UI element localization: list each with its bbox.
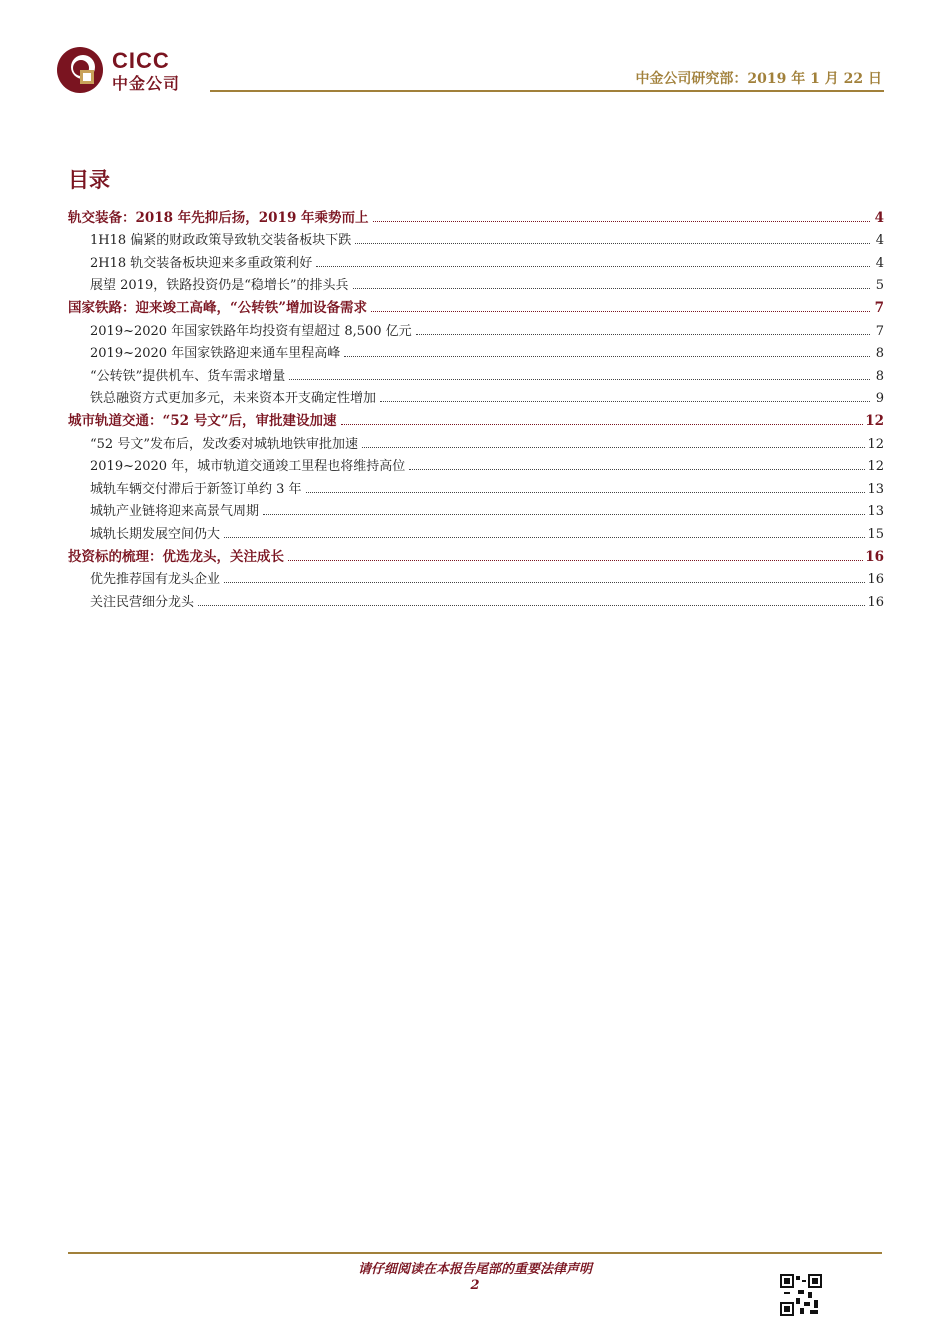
toc-entry[interactable] [68, 248, 884, 271]
toc-entry-page: 13 [867, 504, 884, 520]
toc-entry[interactable] [68, 361, 884, 384]
toc-entry[interactable] [68, 565, 884, 588]
toc-leader [224, 581, 865, 583]
toc-entry-page: 8 [875, 346, 884, 362]
page-number: 2 [470, 1278, 480, 1293]
toc-entry-page: 16 [865, 548, 884, 565]
report-header-date: 中金公司研究部：2019 年 1 月 22 日 [635, 71, 882, 87]
toc-entry[interactable] [68, 406, 884, 429]
logo-text-cn: 中金公司 [112, 74, 181, 93]
toc-entry-text: 2019~2020 年国家铁路迎来通车里程高峰 [90, 346, 341, 362]
footer-divider [68, 1252, 882, 1254]
toc-leader [289, 378, 870, 380]
toc-entry-page: 7 [875, 323, 884, 339]
toc-entry[interactable] [68, 271, 884, 294]
toc-leader [316, 265, 870, 267]
toc-entry-text: 城市轨道交通：“52 号文”后，审批建设加速 [68, 412, 337, 429]
toc-entry-page: 12 [865, 412, 884, 429]
legal-notice: 请仔细阅读在本报告尾部的重要法律声明 [357, 1262, 592, 1277]
toc-entry[interactable] [68, 474, 884, 497]
toc-entry[interactable] [68, 587, 884, 610]
toc-entry-text: 投资标的梳理：优选龙头，关注成长 [68, 548, 284, 565]
toc-entry-text: 铁总融资方式更加多元，未来资本开支确定性增加 [90, 391, 377, 407]
toc-entry-text: 国家铁路：迎来竣工高峰，“公转铁”增加设备需求 [68, 299, 368, 316]
toc-entry-text: 展望 2019，铁路投资仍是“稳增长”的排头兵 [90, 278, 349, 294]
toc-entry[interactable] [68, 497, 884, 520]
toc-entry[interactable] [68, 203, 884, 226]
toc-entry-page: 16 [867, 572, 884, 588]
toc-entry-page: 13 [867, 481, 884, 497]
toc-leader [341, 423, 864, 425]
toc-entry[interactable] [68, 293, 884, 316]
toc-entry[interactable] [68, 429, 884, 452]
toc-leader [224, 536, 865, 538]
toc-entry-page: 4 [875, 233, 884, 249]
toc-leader [362, 446, 865, 448]
toc-entry[interactable] [68, 226, 884, 249]
toc-entry-text: 轨交装备：2018 年先抑后扬，2019 年乘势而上 [68, 209, 369, 226]
toc-leader [344, 355, 870, 357]
toc-entry-text: “52 号文”发布后，发改委对城轨地铁审批加速 [90, 436, 358, 452]
toc-entry[interactable] [68, 339, 884, 362]
toc-entry[interactable] [68, 542, 884, 565]
toc-leader [373, 220, 870, 222]
toc-leader [263, 513, 865, 515]
toc-entry[interactable] [68, 316, 884, 339]
toc-leader [198, 604, 865, 606]
toc-leader [416, 333, 870, 335]
toc-entry-text: 关注民营细分龙头 [90, 594, 195, 610]
toc-entry[interactable] [68, 384, 884, 407]
toc-leader [353, 287, 870, 289]
toc-leader [306, 491, 866, 493]
toc-leader [371, 310, 870, 312]
toc-title: 目录 [68, 167, 110, 192]
toc-entry-page: 16 [867, 594, 884, 610]
toc-leader [409, 468, 865, 470]
toc-leader [355, 242, 870, 244]
toc-entry-page: 15 [867, 526, 884, 542]
qr-code-icon [780, 1274, 822, 1316]
table-of-contents [68, 203, 884, 610]
toc-entry-text: 2019~2020 年，城市轨道交通竣工里程也将维持高位 [90, 459, 406, 475]
toc-entry-text: 2H18 轨交装备板块迎来多重政策利好 [90, 255, 313, 271]
toc-entry-page: 12 [867, 436, 884, 452]
toc-entry-text: 1H18 偏紧的财政政策导致轨交装备板块下跌 [90, 233, 352, 249]
toc-leader [288, 559, 863, 561]
toc-entry-page: 4 [875, 255, 884, 271]
toc-entry-page: 7 [874, 299, 884, 316]
toc-entry-text: 城轨产业链将迎来高景气周期 [90, 504, 260, 520]
cicc-logo [56, 46, 196, 98]
toc-leader [380, 400, 870, 402]
toc-entry-text: 优先推荐国有龙头企业 [90, 572, 221, 588]
cicc-logo-icon [56, 46, 104, 94]
toc-entry-page: 4 [874, 209, 884, 226]
toc-entry-page: 9 [875, 391, 884, 407]
toc-entry-text: 城轨长期发展空间仍大 [90, 526, 221, 542]
toc-entry-page: 8 [875, 368, 884, 384]
toc-entry-text: 城轨车辆交付滞后于新签订单约 3 年 [90, 481, 302, 497]
toc-entry-text: 2019~2020 年国家铁路年均投资有望超过 8,500 亿元 [90, 323, 412, 339]
header-divider [210, 90, 884, 92]
logo-text-en: CICC [112, 48, 170, 73]
toc-entry[interactable] [68, 452, 884, 475]
toc-entry-text: “公转铁”提供机车、货车需求增量 [90, 368, 286, 384]
toc-entry-page: 5 [875, 278, 884, 294]
toc-entry[interactable] [68, 519, 884, 542]
toc-entry-page: 12 [867, 459, 884, 475]
